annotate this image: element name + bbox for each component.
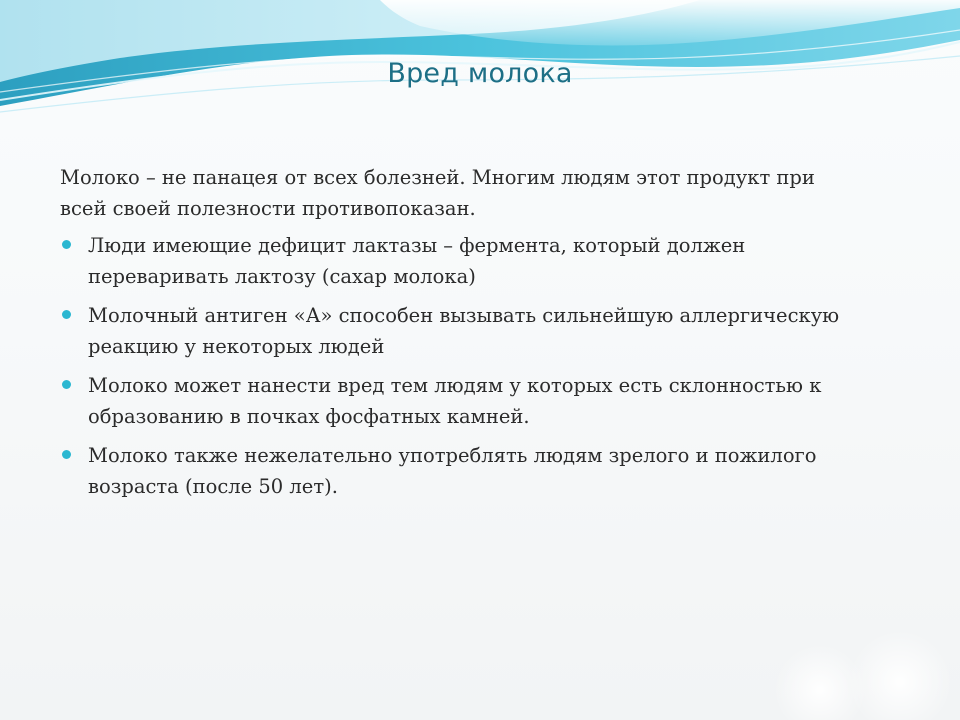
bullet-list	[60, 230, 860, 502]
slide-title: Вред молока	[387, 58, 573, 89]
bullet-item-age	[60, 440, 860, 502]
cyan-dot-icon	[62, 450, 71, 459]
bullet-text: Люди имеющие дефицит лактазы – фермента, который должен переваривать лактозу (сахар молока)	[88, 234, 746, 288]
cyan-dot-icon	[62, 380, 71, 389]
bullet-text: Молоко также нежелательно употреблять людям зрелого и пожилого возраста (после 50 лет).	[88, 444, 817, 498]
intro-paragraph: Молоко – не панацея от всех болезней. Многим людям этот продукт при всей своей полезности противопоказан.	[60, 166, 815, 220]
cyan-dot-icon	[62, 240, 71, 249]
slide-body	[60, 162, 860, 510]
bullet-item-antigen	[60, 300, 860, 362]
bullet-text: Молочный антиген «А» способен вызывать сильнейшую аллергическую реакцию у некоторых людей	[88, 304, 840, 358]
bullet-item-kidney-stones	[60, 370, 860, 432]
corner-glow-decoration	[750, 620, 960, 720]
bullet-text: Молоко может нанести вред тем людям у которых есть склонностью к образованию в почках фосфатных камней.	[88, 374, 822, 428]
cyan-dot-icon	[62, 310, 71, 319]
bullet-item-lactase	[60, 230, 860, 292]
